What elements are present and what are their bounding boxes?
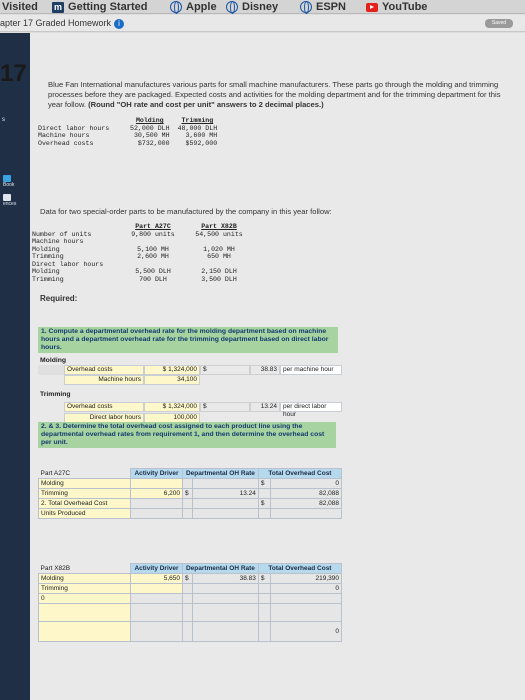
req1-panel [38, 327, 338, 353]
trim-rate-unit[interactable]: per direct labor hour [280, 402, 342, 412]
bookmark-visited[interactable]: Visited [2, 1, 38, 13]
part-a-row-label[interactable]: 2. Total Overhead Cost [39, 499, 131, 509]
book-icon [3, 175, 11, 182]
part-b-total-cell: 0 [270, 584, 341, 594]
part-b-row-label[interactable] [39, 622, 131, 642]
part-b-total-cell: 0 [270, 622, 341, 642]
molding-rate-value: 38.83 [250, 365, 280, 375]
rail-book[interactable]: Book [3, 175, 14, 188]
dlh-label[interactable]: Direct labor hours [64, 413, 144, 423]
question-number: 17 [0, 60, 27, 87]
part-a-driver-input[interactable] [131, 479, 183, 489]
req2-panel [38, 422, 336, 448]
part-a-col-total: Total Overhead Cost [258, 469, 341, 479]
left-rail [0, 33, 30, 700]
part-a-table: Part A27C Activity Driver Departmental OH Rate Total Overhead Cost Molding $ 0 Trimming 6,200 $ 13.24 82,088 2. Total Overhead Cost $ 82,088 Units Produced [38, 468, 342, 519]
molding-section-label: Molding [40, 356, 67, 364]
part-b-row-label[interactable]: Molding [39, 574, 131, 584]
part-a-total-cell: 82,088 [270, 489, 341, 499]
trim-overhead-input[interactable]: $ 1,324,000 [144, 402, 200, 412]
part-b-row-label[interactable] [39, 604, 131, 622]
part-b-driver-input[interactable]: 5,650 [131, 574, 183, 584]
special-order-intro: Data for two special-order parts to be manufactured by the company in this year follow: [40, 207, 332, 216]
dlh-input[interactable]: 100,000 [144, 413, 200, 423]
rail-references[interactable]: ences [3, 194, 16, 207]
bookmark-apple[interactable]: Apple [170, 0, 217, 14]
part-b-table: Part X82B Activity Driver Departmental OH Rate Total Overhead Cost Molding 5,650 $ 38.83 $ 219,390 Trimming 0 0 0 [38, 563, 342, 642]
req2-instructions: 2. & 3. Determine the total overhead cost assigned to each product line using the departmental overhead rates from requirement 1, and then determine the overhead cost per unit. [38, 422, 336, 448]
machine-hours-input[interactable]: 34,100 [144, 375, 200, 385]
special-order-table: Part A27C Part X82B Number of units 9,800 units 54,500 units Machine hours Molding 5,100 MH 1,020 MH Trimming 2,600 MH 650 MH Direct labor hours Molding 5,500 DLH 2,150 DLH Trimming 700 DLH 3,500 DLH [32, 223, 243, 283]
part-a-total-cell: 82,088 [270, 499, 341, 509]
trim-rate-value: 13.24 [250, 402, 280, 412]
bookmarks-bar [0, 0, 525, 14]
machine-hours-label[interactable]: Machine hours [64, 375, 144, 385]
saved-badge: Saved [485, 19, 513, 28]
part-b-col-total: Total Overhead Cost [258, 564, 341, 574]
part-a-total-cell: 0 [270, 479, 341, 489]
trim-rate-dollar: $ [200, 402, 250, 412]
mh-logo-icon: m [54, 1, 63, 12]
part-a-row-label[interactable]: Molding [39, 479, 131, 489]
assignment-header [0, 15, 525, 32]
bookmark-getting-started[interactable]: m Getting Started [54, 1, 148, 13]
question-intro: Blue Fan International manufactures various parts for small machine manufacturers. These parts go through the molding and trimming processes before they are packaged. Expected costs and activities for the molding department and for the trimming department for this year follow. (Round "OH rate and cost per unit" answers to 2 decimal places.) [48, 80, 501, 109]
globe-icon [226, 1, 238, 13]
globe-icon [300, 1, 312, 13]
bookmark-youtube[interactable]: YouTube [366, 0, 427, 14]
molding-overhead-input[interactable]: $ 1,324,000 [144, 365, 200, 375]
assignment-title: apter 17 Graded Homework i [0, 18, 124, 29]
references-icon [3, 194, 11, 201]
part-a-row-label[interactable]: Units Produced [39, 509, 131, 519]
part-a-col-activity: Activity Driver [131, 469, 183, 479]
part-b-total-cell: 219,390 [270, 574, 341, 584]
molding-rate-unit[interactable]: per machine hour [280, 365, 342, 375]
required-heading: Required: [40, 294, 78, 303]
molding-rate-dollar: $ [200, 365, 250, 375]
part-a-name: Part A27C [39, 469, 131, 479]
info-icon[interactable]: i [114, 19, 124, 29]
rail-ellipsis: s [2, 117, 5, 123]
molding-overhead-label[interactable]: Overhead costs [64, 365, 144, 375]
part-b-col-activity: Activity Driver [131, 564, 183, 574]
part-b-name: Part X82B [39, 564, 131, 574]
part-a-row-label[interactable]: Trimming [39, 489, 131, 499]
bookmark-disney[interactable]: Disney [226, 0, 278, 14]
globe-icon [170, 1, 182, 13]
question-paper [30, 33, 525, 700]
req1-instructions: 1. Compute a departmental overhead rate for the molding department based on machine hours and a department overhead rate for the trimming department based on direct labor hours. [38, 327, 338, 353]
trim-overhead-label[interactable]: Overhead costs [64, 402, 144, 412]
youtube-icon [366, 3, 378, 12]
part-b-driver-input[interactable] [131, 584, 183, 594]
part-b-row-label[interactable]: 0 [39, 594, 131, 604]
part-a-driver-input[interactable]: 6,200 [131, 489, 183, 499]
part-b-row-label[interactable]: Trimming [39, 584, 131, 594]
costs-table: Molding Trimming Direct labor hours 52,000 DLH 48,000 DLH Machine hours 30,500 MH 3,600 MH Overhead costs $732,000 $592,000 [38, 117, 218, 147]
bookmark-espn[interactable]: ESPN [300, 0, 346, 14]
part-a-col-rate: Departmental OH Rate [183, 469, 259, 479]
trimming-section-label: Trimming [40, 390, 71, 398]
part-b-col-rate: Departmental OH Rate [183, 564, 259, 574]
